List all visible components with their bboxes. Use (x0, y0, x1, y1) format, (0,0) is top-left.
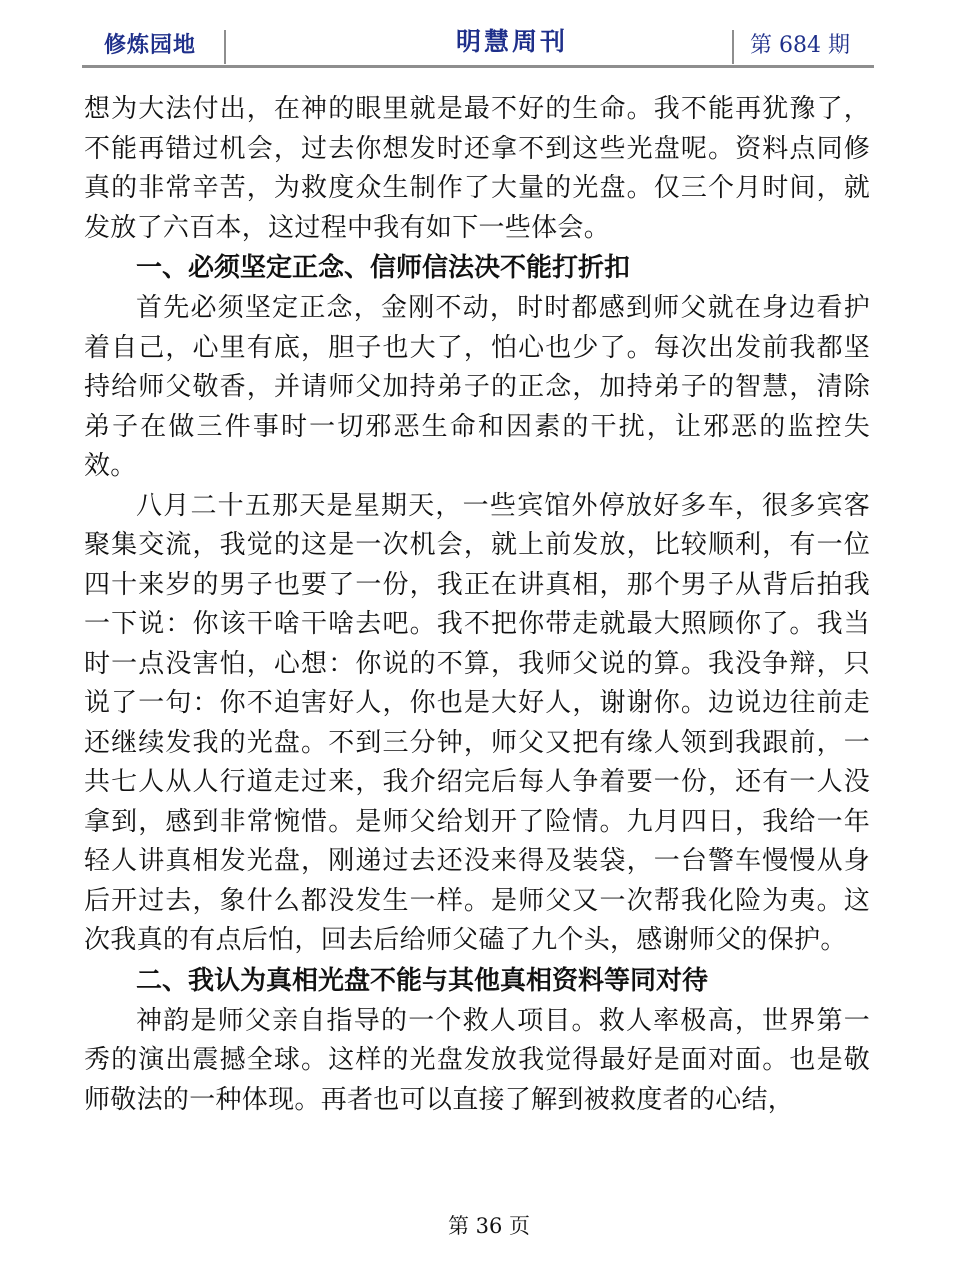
header-rule (82, 65, 874, 68)
section-heading: 二、我认为真相光盘不能与其他真相资料等同对待 (136, 965, 709, 996)
section-name: 修炼园地 (104, 33, 197, 58)
paragraph: 首先必须坚定正念，金刚不动，时时都感到师父就在身边看护着自己，心里有底，胆子也大了，怕心也少了。每次出发前我都坚持给师父敬香，并请师父加持弟子的正念，加持弟子的智慧，清除弟子在做三件事时一切邪恶生命和因素的干扰，让邪恶的监控失效。 (84, 293, 870, 481)
paragraph: 八月二十五那天是星期天，一些宾馆外停放好多车，很多宾客聚集交流，我觉的这是一次机会，就上前发放，比较顺利，有一位四十来岁的男子也要了一份，我正在讲真相，那个男子从背后拍我一下说：你该干啥干啥去吧。我不把你带走就最大照顾你了。我当时一点没害怕，心想：你说的不算，我师父说的算。我没争辩，只说了一句：你不迫害好人，你也是大好人，谢谢你。边说边往前走还继续发我的光盘。不到三分钟，师父又把有缘人领到我跟前，一共七人从人行道走过来，我介绍完后每人争着要一份，还有一人没拿到，感到非常惋惜。是师父给划开了险情。九月四日，我给一年轻人讲真相发光盘，刚递过去还没来得及装袋，一台警车慢慢从身后开过去，象什么都没发生一样。是师父又一次帮我化险为夷。这次我真的有点后怕，回去后给师父磕了九个头，感谢师父的保护。 (84, 490, 870, 955)
article-body (84, 90, 870, 1120)
page-number: 第 36 页 (447, 1214, 531, 1238)
paragraph: 神韵是师父亲自指导的一个救人项目。救人率极高，世界第一秀的演出震撼全球。这样的光盘发放我觉得最好是面对面。也是敬师敬法的一种体现。再者也可以直接了解到被救度者的心结， (84, 1005, 870, 1115)
header-divider (732, 30, 734, 64)
page-header (82, 22, 874, 66)
header-divider (224, 30, 226, 64)
issue-number: 第 684 期 (750, 33, 850, 58)
publication-title: 明慧周刊 (455, 27, 568, 56)
section-heading: 一、必须坚定正念、信师信法决不能打折扣 (136, 253, 631, 283)
paragraph: 想为大法付出，在神的眼里就是最不好的生命。我不能再犹豫了，不能再错过机会，过去你想发时还拿不到这些光盘呢。资料点同修真的非常辛苦，为救度众生制作了大量的光盘。仅三个月时间，就发放了六百本，这过程中我有如下一些体会。 (84, 94, 870, 243)
